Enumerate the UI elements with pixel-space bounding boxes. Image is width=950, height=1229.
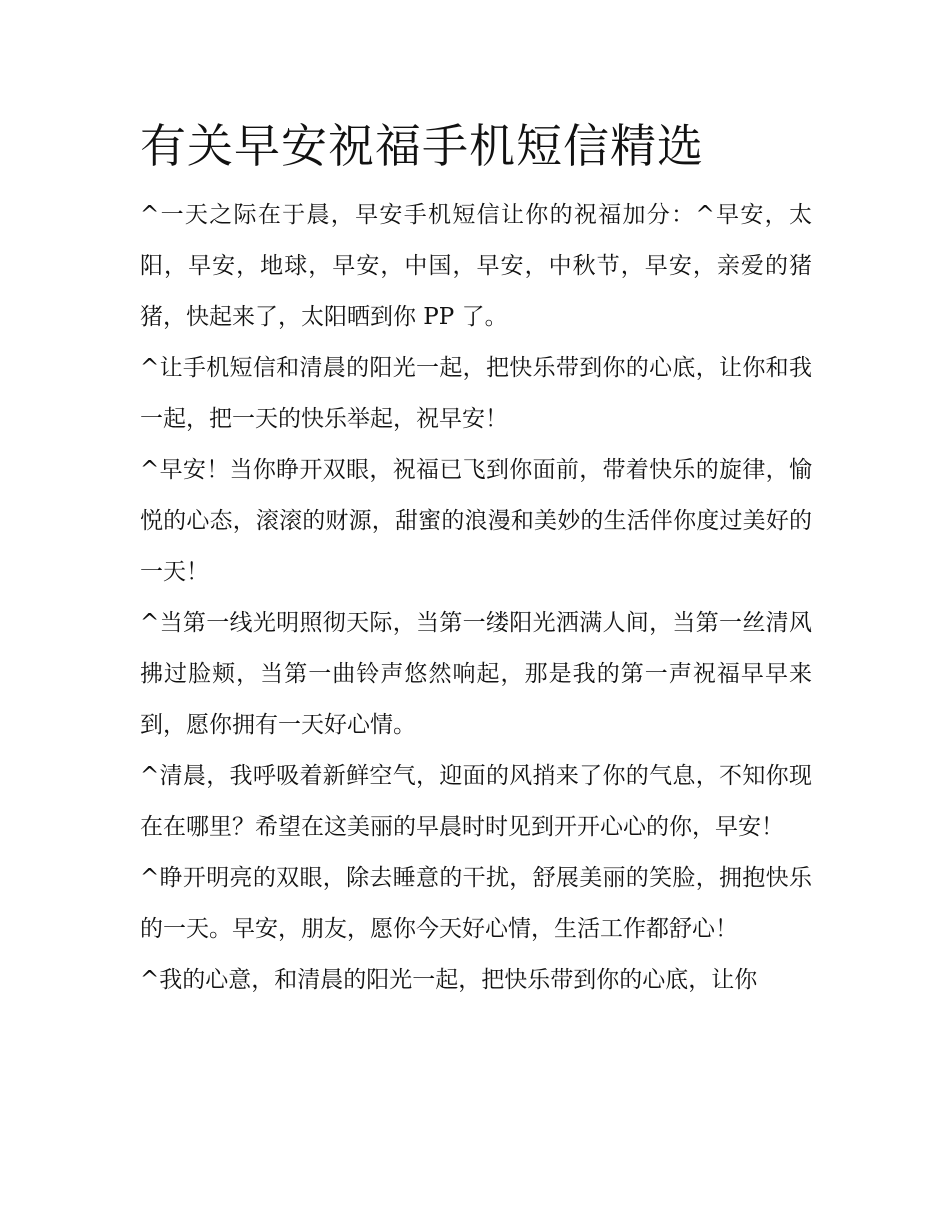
paragraph-3: ^早安！当你睁开双眼，祝福已飞到你面前，带着快乐的旋律，愉悦的心态，滚滚的财源，甜蜜的浪漫和美妙的生活伴你度过美好的一天！ [140,457,812,585]
document-page [140,108,812,1006]
paragraph-2: ^让手机短信和清晨的阳光一起，把快乐带到你的心底，让你和我一起，把一天的快乐举起，祝早安！ [140,355,812,432]
paragraph-4: ^当第一线光明照彻天际，当第一缕阳光洒满人间，当第一丝清风拂过脸颊，当第一曲铃声悠然响起，那是我的第一声祝福早早来到，愿你拥有一天好心情。 [140,610,812,738]
paragraph-6: ^睁开明亮的双眼，除去睡意的干扰，舒展美丽的笑脸，拥抱快乐的一天。早安，朋友，愿你今天好心情，生活工作都舒心！ [140,865,812,942]
paragraph-7: ^我的心意，和清晨的阳光一起，把快乐带到你的心底，让你 [140,967,758,993]
paragraph-1: ^一天之际在于晨，早安手机短信让你的祝福加分：^早安，太阳，早安，地球，早安，中国，早安，中秋节，早安，亲爱的猪猪，快起来了，太阳晒到你 PP 了。 [140,202,812,330]
paragraph-5: ^清晨，我呼吸着新鲜空气，迎面的风捎来了你的气息，不知你现在在哪里？希望在这美丽的早晨时时见到开开心心的你，早安！ [140,763,812,840]
document-title: 有关早安祝福手机短信精选 [140,119,704,173]
